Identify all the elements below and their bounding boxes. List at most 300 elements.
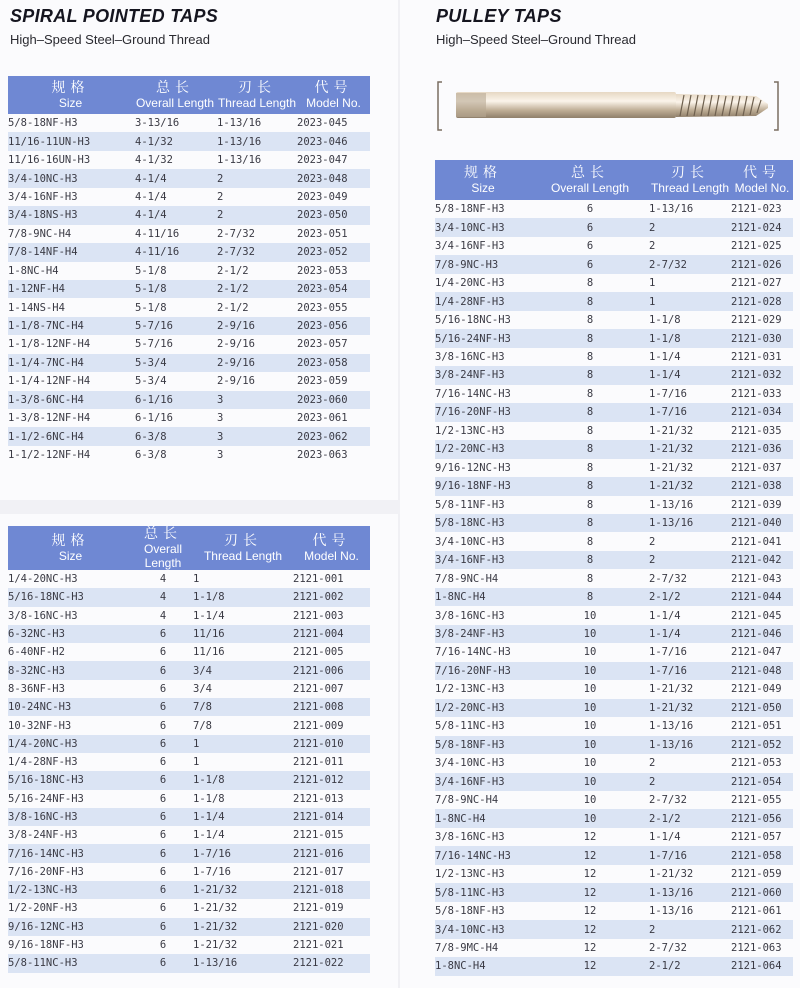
overall-length-cell: 4-1/32 <box>135 154 173 167</box>
pulley-taps-table-a <box>8 526 370 973</box>
size-cell: 3/4-16NF-H3 <box>435 554 505 567</box>
overall-length-cell: 8 <box>586 554 594 567</box>
size-cell: 3/8-16NC-H3 <box>435 609 505 622</box>
overall-length-cell: 6 <box>159 737 167 750</box>
col-size-header: 规格 Size <box>51 533 90 563</box>
model-no-cell: 2121-052 <box>731 738 782 751</box>
overall-length-cell: 6 <box>159 939 167 952</box>
thread-length-cell: 2 <box>649 221 656 234</box>
model-no-cell: 2023-047 <box>297 154 348 167</box>
table-row <box>435 846 793 864</box>
size-cell: 3/4-16NF-H3 <box>435 775 505 788</box>
size-cell: 3/8-16NC-H3 <box>435 831 505 844</box>
overall-length-cell: 10 <box>583 628 597 641</box>
model-no-cell: 2121-029 <box>731 314 782 327</box>
size-cell: 3/4-16NF-H3 <box>8 190 78 203</box>
overall-length-cell: 8 <box>586 350 594 363</box>
overall-length-cell: 6 <box>159 884 167 897</box>
size-cell: 3/8-16NC-H3 <box>8 811 78 823</box>
overall-length-cell: 8 <box>586 498 594 511</box>
overall-length-cell: 12 <box>583 831 597 844</box>
thread-length-cell: 1-21/32 <box>649 461 694 474</box>
thread-length-cell: 2-9/16 <box>217 356 255 369</box>
model-no-cell: 2023-054 <box>297 283 348 296</box>
thread-length-cell: 3 <box>217 412 224 425</box>
thread-length-cell: 2 <box>217 172 224 185</box>
thread-length-cell: 7/8 <box>193 719 212 732</box>
size-cell: 7/8-9NC-H4 <box>435 794 499 807</box>
col-thread-header: 刃长 Thread Length <box>650 165 730 195</box>
model-no-cell: 2121-014 <box>293 811 344 823</box>
thread-length-cell: 1-13/16 <box>649 738 694 751</box>
thread-length-cell: 2-1/2 <box>649 960 681 973</box>
overall-length-cell: 12 <box>583 849 597 862</box>
model-no-cell: 2023-051 <box>297 227 348 240</box>
model-no-cell: 2121-025 <box>731 240 782 253</box>
overall-length-cell: 6 <box>159 756 167 769</box>
size-cell: 8-36NF-H3 <box>8 682 65 695</box>
model-no-cell: 2121-039 <box>731 498 782 511</box>
model-no-cell: 2023-046 <box>297 135 348 148</box>
overall-length-cell: 4-11/16 <box>135 246 180 259</box>
size-cell: 3/4-10NC-H3 <box>435 221 505 234</box>
model-no-cell: 2121-060 <box>731 886 782 899</box>
overall-length-cell: 6 <box>159 865 167 878</box>
col-size-header: 规格 Size <box>51 80 90 110</box>
thread-length-cell: 1-13/16 <box>649 905 694 918</box>
table-row <box>8 280 370 298</box>
overall-length-cell: 10 <box>583 794 597 807</box>
thread-length-cell: 2-1/2 <box>649 591 681 604</box>
size-cell: 1-12NF-H4 <box>8 283 65 296</box>
model-no-cell: 2023-050 <box>297 209 348 222</box>
table-row <box>8 132 370 150</box>
table-row <box>435 422 793 440</box>
model-no-cell: 2121-004 <box>293 628 344 641</box>
model-no-cell: 2121-048 <box>731 664 782 677</box>
overall-length-cell: 6 <box>159 920 167 933</box>
size-cell: 3/8-24NF-H3 <box>8 829 78 842</box>
overall-length-cell: 8 <box>586 314 594 327</box>
table-header <box>8 76 370 114</box>
table-row <box>435 680 793 698</box>
thread-length-cell: 7/8 <box>193 701 212 714</box>
overall-length-cell: 4-1/32 <box>135 135 173 148</box>
size-cell: 1-8NC-H4 <box>435 812 486 825</box>
overall-length-cell: 10 <box>583 720 597 733</box>
table-row <box>435 200 793 218</box>
size-cell: 5/16-24NF-H3 <box>435 332 511 345</box>
model-no-cell: 2121-038 <box>731 480 782 493</box>
model-no-cell: 2023-052 <box>297 246 348 259</box>
table-row <box>435 274 793 292</box>
overall-length-cell: 6 <box>159 701 167 714</box>
size-cell: 6-32NC-H3 <box>8 628 65 641</box>
table-row <box>435 532 793 550</box>
pulley-taps-title: PULLEY TAPS <box>436 6 562 26</box>
model-no-cell: 2121-058 <box>731 849 782 862</box>
overall-length-cell: 6 <box>586 258 594 271</box>
model-no-cell: 2121-049 <box>731 683 782 696</box>
thread-length-cell: 1-21/32 <box>649 683 694 696</box>
overall-length-cell: 4 <box>159 591 167 604</box>
table-row <box>435 496 793 514</box>
model-no-cell: 2121-057 <box>731 831 782 844</box>
size-cell: 1/2-20NC-H3 <box>435 443 505 456</box>
table-row <box>8 570 370 588</box>
overall-length-cell: 8 <box>586 572 594 585</box>
overall-length-cell: 5-1/8 <box>135 283 167 296</box>
overall-length-cell: 10 <box>583 609 597 622</box>
model-no-cell: 2121-064 <box>731 960 782 973</box>
table-row <box>8 954 370 972</box>
thread-length-cell: 1 <box>193 756 200 769</box>
size-cell: 7/16-14NC-H3 <box>435 646 511 659</box>
size-cell: 7/16-14NC-H3 <box>435 849 511 862</box>
overall-length-cell: 5-1/8 <box>135 301 167 314</box>
size-cell: 1/2-20NF-H3 <box>8 902 78 915</box>
size-cell: 5/8-18NC-H3 <box>435 517 505 530</box>
model-no-cell: 2121-053 <box>731 757 782 770</box>
model-no-cell: 2023-057 <box>297 338 348 351</box>
table-row <box>8 826 370 844</box>
table-row <box>435 329 793 347</box>
table-row <box>435 366 793 384</box>
model-no-cell: 2121-032 <box>731 369 782 382</box>
size-cell: 7/8-9NC-H4 <box>8 227 72 240</box>
overall-length-cell: 10 <box>583 683 597 696</box>
size-cell: 10-24NC-H3 <box>8 701 72 714</box>
overall-length-cell: 4 <box>159 573 167 586</box>
pulley-taps-subtitle: High–Speed Steel–Ground Thread <box>436 32 636 47</box>
size-cell: 11/16-16UN-H3 <box>8 154 91 167</box>
model-no-cell: 2121-009 <box>293 719 344 732</box>
size-cell: 7/16-14NC-H3 <box>8 847 84 860</box>
overall-length-cell: 10 <box>583 775 597 788</box>
model-no-cell: 2121-013 <box>293 792 344 805</box>
table-row <box>8 354 370 372</box>
size-cell: 1/2-13NC-H3 <box>435 424 505 437</box>
model-no-cell: 2023-045 <box>297 117 348 130</box>
col-size-header: 规格 Size <box>464 165 502 195</box>
table-row <box>8 427 370 445</box>
thread-length-cell: 3 <box>217 430 224 443</box>
overall-length-cell: 12 <box>583 941 597 954</box>
thread-length-cell: 2-1/2 <box>649 812 681 825</box>
overall-length-cell: 12 <box>583 905 597 918</box>
table-row <box>8 262 370 280</box>
table-row <box>8 151 370 169</box>
model-no-cell: 2121-054 <box>731 775 782 788</box>
overall-length-cell: 6 <box>586 221 594 234</box>
overall-length-cell: 8 <box>586 406 594 419</box>
model-no-cell: 2121-035 <box>731 424 782 437</box>
model-no-cell: 2121-018 <box>293 884 344 897</box>
table-row <box>8 863 370 881</box>
overall-length-cell: 4-1/4 <box>135 190 167 203</box>
model-no-cell: 2023-053 <box>297 264 348 277</box>
model-no-cell: 2023-056 <box>297 320 348 333</box>
table-row <box>435 311 793 329</box>
table-row <box>8 446 370 464</box>
table-row <box>8 298 370 316</box>
size-cell: 5/8-18NF-H3 <box>435 905 505 918</box>
overall-length-cell: 10 <box>583 738 597 751</box>
overall-length-cell: 8 <box>586 443 594 456</box>
size-cell: 7/16-20NF-H3 <box>435 406 511 419</box>
table-row <box>8 844 370 862</box>
table-row <box>8 625 370 643</box>
col-model-header: 代号 Model No. <box>304 533 359 563</box>
size-cell: 7/8-9NC-H4 <box>435 572 499 585</box>
thread-length-cell: 2-7/32 <box>649 941 687 954</box>
overall-length-cell: 6 <box>159 719 167 732</box>
model-no-cell: 2121-051 <box>731 720 782 733</box>
table-row <box>8 188 370 206</box>
size-cell: 3/8-16NC-H3 <box>435 350 505 363</box>
model-no-cell: 2121-063 <box>731 941 782 954</box>
table-row <box>435 754 793 772</box>
size-cell: 1-1/4-7NC-H4 <box>8 356 84 369</box>
table-row <box>435 237 793 255</box>
size-cell: 5/16-24NF-H3 <box>8 792 84 805</box>
overall-length-cell: 5-7/16 <box>135 320 173 333</box>
thread-length-cell: 3 <box>217 449 224 462</box>
size-cell: 6-40NF-H2 <box>8 646 65 659</box>
size-cell: 3/4-10NC-H3 <box>435 757 505 770</box>
size-cell: 1/2-13NC-H3 <box>8 884 78 897</box>
table-row <box>435 606 793 624</box>
thread-length-cell: 2-7/32 <box>217 246 255 259</box>
table-row <box>8 881 370 899</box>
table-row <box>435 385 793 403</box>
overall-length-cell: 6 <box>159 646 167 659</box>
thread-length-cell: 11/16 <box>193 646 225 659</box>
thread-length-cell: 1-21/32 <box>193 939 238 952</box>
model-no-cell: 2121-002 <box>293 591 344 604</box>
model-no-cell: 2023-059 <box>297 375 348 388</box>
size-cell: 1-8NC-H4 <box>8 264 59 277</box>
table-row <box>435 348 793 366</box>
model-no-cell: 2121-012 <box>293 774 344 787</box>
size-cell: 1-3/8-12NF-H4 <box>8 412 91 425</box>
size-cell: 7/16-14NC-H3 <box>435 387 511 400</box>
model-no-cell: 2023-060 <box>297 393 348 406</box>
thread-length-cell: 11/16 <box>193 628 225 641</box>
model-no-cell: 2023-058 <box>297 356 348 369</box>
size-cell: 1-1/4-12NF-H4 <box>8 375 91 388</box>
model-no-cell: 2121-020 <box>293 920 344 933</box>
thread-length-cell: 2 <box>649 775 656 788</box>
table-row <box>435 791 793 809</box>
overall-length-cell: 8 <box>586 517 594 530</box>
table-row <box>435 459 793 477</box>
model-no-cell: 2023-049 <box>297 190 348 203</box>
thread-length-cell: 1-13/16 <box>217 117 262 130</box>
model-no-cell: 2121-021 <box>293 939 344 952</box>
table-row <box>8 899 370 917</box>
table-row <box>8 225 370 243</box>
thread-length-cell: 1-13/16 <box>193 957 238 970</box>
overall-length-cell: 5-3/4 <box>135 375 167 388</box>
size-cell: 1/4-28NF-H3 <box>435 295 505 308</box>
model-no-cell: 2121-024 <box>731 221 782 234</box>
model-no-cell: 2121-037 <box>731 461 782 474</box>
model-no-cell: 2121-034 <box>731 406 782 419</box>
overall-length-cell: 6-3/8 <box>135 449 167 462</box>
thread-length-cell: 2 <box>649 923 656 936</box>
size-cell: 1/2-20NC-H3 <box>435 701 505 714</box>
table-row <box>8 680 370 698</box>
thread-length-cell: 1-7/16 <box>193 865 231 878</box>
model-no-cell: 2121-040 <box>731 517 782 530</box>
thread-length-cell: 1-21/32 <box>649 480 694 493</box>
thread-length-cell: 2-9/16 <box>217 375 255 388</box>
overall-length-cell: 8 <box>586 332 594 345</box>
model-no-cell: 2121-019 <box>293 902 344 915</box>
overall-length-cell: 5-1/8 <box>135 264 167 277</box>
model-no-cell: 2121-036 <box>731 443 782 456</box>
model-no-cell: 2121-061 <box>731 905 782 918</box>
overall-length-cell: 8 <box>586 424 594 437</box>
thread-length-cell: 2-1/2 <box>217 301 249 314</box>
table-row <box>435 883 793 901</box>
size-cell: 5/8-18NF-H3 <box>435 738 505 751</box>
table-header <box>8 526 370 570</box>
size-cell: 7/8-9MC-H4 <box>435 941 499 954</box>
model-no-cell: 2121-030 <box>731 332 782 345</box>
model-no-cell: 2121-016 <box>293 847 344 860</box>
size-cell: 3/8-24NF-H3 <box>435 369 505 382</box>
overall-length-cell: 12 <box>583 960 597 973</box>
size-cell: 7/16-20NF-H3 <box>8 865 84 878</box>
model-no-cell: 2121-055 <box>731 794 782 807</box>
column-divider <box>398 0 400 988</box>
table-row <box>8 206 370 224</box>
size-cell: 9/16-12NC-H3 <box>435 461 511 474</box>
model-no-cell: 2121-026 <box>731 258 782 271</box>
table-row <box>435 569 793 587</box>
model-no-cell: 2121-043 <box>731 572 782 585</box>
size-cell: 7/8-9NC-H3 <box>435 258 499 271</box>
size-cell: 1-14NS-H4 <box>8 301 65 314</box>
model-no-cell: 2121-044 <box>731 591 782 604</box>
table-row <box>8 918 370 936</box>
model-no-cell: 2121-041 <box>731 535 782 548</box>
table-row <box>435 957 793 975</box>
thread-length-cell: 2-7/32 <box>649 258 687 271</box>
overall-length-cell: 6 <box>586 203 594 216</box>
thread-length-cell: 1-1/8 <box>193 792 225 805</box>
model-no-cell: 2023-048 <box>297 172 348 185</box>
model-no-cell: 2121-046 <box>731 628 782 641</box>
table-row <box>8 936 370 954</box>
thread-length-cell: 2 <box>217 209 224 222</box>
table-row <box>435 625 793 643</box>
size-cell: 3/8-16NC-H3 <box>8 609 78 622</box>
overall-length-cell: 4-11/16 <box>135 227 180 240</box>
table-row <box>8 790 370 808</box>
col-length-header: 总长 Overall Length <box>550 165 630 195</box>
table-row <box>435 920 793 938</box>
thread-length-cell: 1-1/8 <box>193 591 225 604</box>
size-cell: 9/16-18NF-H3 <box>435 480 511 493</box>
size-cell: 5/8-11NC-H3 <box>8 957 78 970</box>
overall-length-cell: 6 <box>159 957 167 970</box>
thread-length-cell: 1-13/16 <box>649 517 694 530</box>
thread-length-cell: 2-9/16 <box>217 320 255 333</box>
size-cell: 1-3/8-6NC-H4 <box>8 393 84 406</box>
overall-length-cell: 6-1/16 <box>135 412 173 425</box>
thread-length-cell: 1-21/32 <box>193 920 238 933</box>
overall-length-cell: 8 <box>586 461 594 474</box>
thread-length-cell: 1-13/16 <box>217 154 262 167</box>
thread-length-cell: 1-1/4 <box>649 628 681 641</box>
thread-length-cell: 2-7/32 <box>217 227 255 240</box>
table-row <box>435 255 793 273</box>
thread-length-cell: 2 <box>649 240 656 253</box>
thread-length-cell: 1 <box>649 277 656 290</box>
thread-length-cell: 1-7/16 <box>649 646 687 659</box>
table-row <box>435 773 793 791</box>
overall-length-cell: 4-1/4 <box>135 172 167 185</box>
thread-length-cell: 1-21/32 <box>193 884 238 897</box>
model-no-cell: 2121-023 <box>731 203 782 216</box>
model-no-cell: 2023-063 <box>297 449 348 462</box>
size-cell: 1-8NC-H4 <box>435 960 486 973</box>
model-no-cell: 2121-062 <box>731 923 782 936</box>
overall-length-cell: 6-3/8 <box>135 430 167 443</box>
spiral-taps-subtitle: High–Speed Steel–Ground Thread <box>10 32 210 47</box>
overall-length-cell: 6 <box>586 240 594 253</box>
size-cell: 1/4-28NF-H3 <box>8 756 78 769</box>
overall-length-cell: 6 <box>159 902 167 915</box>
table-row <box>435 292 793 310</box>
table-row <box>435 865 793 883</box>
model-no-cell: 2121-011 <box>293 756 344 769</box>
thread-length-cell: 1-7/16 <box>649 849 687 862</box>
overall-length-cell: 10 <box>583 664 597 677</box>
model-no-cell: 2121-017 <box>293 865 344 878</box>
overall-length-cell: 5-3/4 <box>135 356 167 369</box>
thread-length-cell: 1-1/4 <box>193 609 225 622</box>
size-cell: 5/16-18NC-H3 <box>8 774 84 787</box>
size-cell: 1/4-20NC-H3 <box>435 277 505 290</box>
size-cell: 1-1/8-7NC-H4 <box>8 320 84 333</box>
model-no-cell: 2121-010 <box>293 737 344 750</box>
thread-length-cell: 2 <box>217 190 224 203</box>
thread-length-cell: 1-1/8 <box>193 774 225 787</box>
table-row <box>435 662 793 680</box>
size-cell: 1/2-13NC-H3 <box>435 868 505 881</box>
model-no-cell: 2121-033 <box>731 387 782 400</box>
overall-length-cell: 12 <box>583 868 597 881</box>
model-no-cell: 2121-008 <box>293 701 344 714</box>
model-no-cell: 2023-055 <box>297 301 348 314</box>
size-cell: 9/16-12NC-H3 <box>8 920 84 933</box>
overall-length-cell: 6 <box>159 682 167 695</box>
overall-length-cell: 8 <box>586 591 594 604</box>
table-row <box>8 391 370 409</box>
thread-length-cell: 1-21/32 <box>649 424 694 437</box>
thread-length-cell: 3/4 <box>193 682 212 695</box>
model-no-cell: 2121-042 <box>731 554 782 567</box>
overall-length-cell: 8 <box>586 369 594 382</box>
model-no-cell: 2121-047 <box>731 646 782 659</box>
thread-length-cell: 2-7/32 <box>649 572 687 585</box>
table-header <box>435 160 793 200</box>
table-row <box>8 335 370 353</box>
